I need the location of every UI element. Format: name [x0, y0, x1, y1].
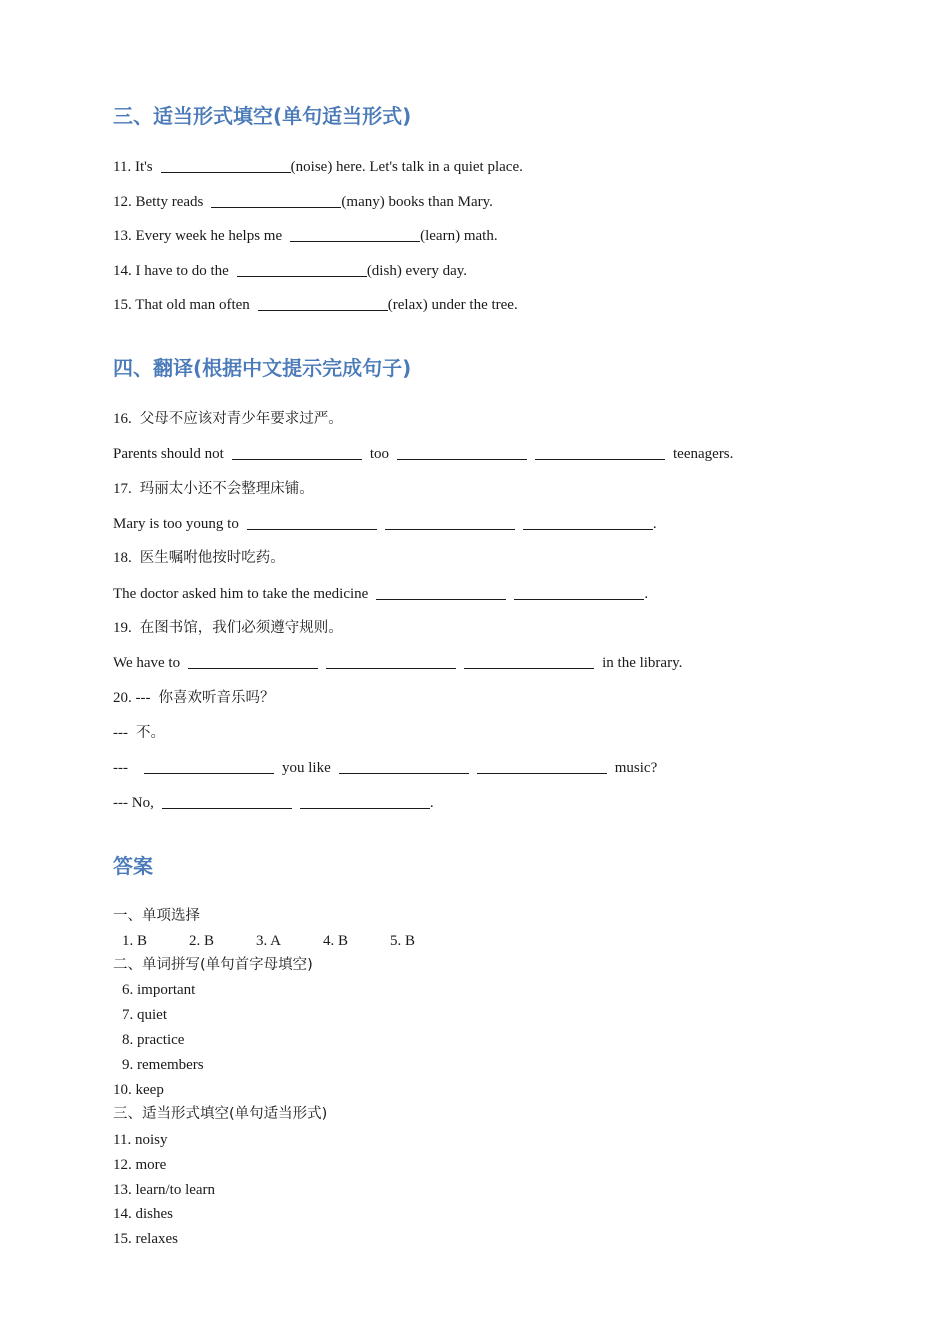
q20-en1-pre: --- [113, 760, 128, 776]
question-19-answer [113, 653, 682, 673]
answer-8: 8. practice [122, 1032, 185, 1048]
answer-13: 13. learn/to learn [113, 1182, 216, 1198]
q20-en2-post: . [429, 795, 434, 811]
question-16-prompt [113, 409, 343, 429]
answer-item: 2. B [189, 933, 215, 949]
answers-heading: 答案 [113, 854, 153, 878]
q12-post: (many) books than Mary. [341, 194, 493, 210]
q19-en-pre: We have to [113, 655, 181, 671]
q17-en-post: . [652, 516, 657, 532]
q11-pre: 11. It's [113, 159, 153, 175]
q19-number: 19. [113, 620, 132, 636]
question-20-answer-2 [113, 793, 434, 813]
question-19-prompt [113, 618, 343, 638]
q20-number: 20. --- [113, 690, 151, 706]
q17-number: 17. [113, 481, 132, 497]
question-18-prompt [113, 548, 285, 568]
answer-15: 15. relaxes [113, 1231, 178, 1247]
q15-post: (relax) under the tree. [387, 297, 518, 313]
answer-blank[interactable] [464, 654, 594, 669]
answers-part3-title [113, 1104, 327, 1124]
q18-number: 18. [113, 550, 132, 566]
answers-part2-title-text: 二、单词拼写(单句首字母填空) [113, 957, 313, 973]
answers-part1-items [122, 931, 457, 951]
answer-blank[interactable] [326, 654, 456, 669]
q16-chinese: 父母不应该对青少年要求过严。 [139, 411, 343, 427]
section3-heading: 三、适当形式填空(单句适当形式) [113, 104, 412, 128]
q18-en-pre: The doctor asked him to take the medicine [113, 586, 369, 602]
q20-cn2-pre: --- [113, 725, 128, 741]
q16-en-post: teenagers. [673, 446, 734, 462]
q12-pre: 12. Betty reads [113, 194, 204, 210]
section4-heading: 四、翻译(根据中文提示完成句子) [113, 356, 412, 380]
answer-blank[interactable] [211, 193, 341, 208]
q18-en-post: . [644, 586, 649, 602]
answer-blank[interactable] [247, 515, 377, 530]
q13-post: (learn) math. [420, 228, 498, 244]
answers-part2-title [113, 955, 313, 975]
question-14 [113, 261, 467, 281]
q19-chinese: 在图书馆，我们必须遵守规则。 [139, 620, 343, 636]
answer-12: 12. more [113, 1157, 167, 1173]
q18-chinese: 医生嘱咐他按时吃药。 [139, 550, 285, 566]
answer-blank[interactable] [477, 759, 607, 774]
answer-blank[interactable] [258, 296, 388, 311]
answer-blank[interactable] [162, 794, 292, 809]
q19-en-post: in the library. [602, 655, 683, 671]
question-18-answer [113, 584, 648, 604]
answer-blank[interactable] [339, 759, 469, 774]
q11-post: (noise) here. Let's talk in a quiet place. [290, 159, 523, 175]
answer-11: 11. noisy [113, 1132, 168, 1148]
q20-en1-post: music? [614, 760, 658, 776]
answer-7: 7. quiet [122, 1007, 167, 1023]
q20-chinese-2: 不。 [136, 725, 165, 741]
question-15 [113, 295, 518, 315]
answer-blank[interactable] [376, 585, 506, 600]
question-11 [113, 157, 523, 177]
answer-blank[interactable] [161, 158, 291, 173]
answer-9: 9. remembers [122, 1057, 204, 1073]
answer-blank[interactable] [397, 445, 527, 460]
q14-pre: 14. I have to do the [113, 263, 229, 279]
answer-blank[interactable] [144, 759, 274, 774]
answer-item: 5. B [390, 933, 416, 949]
answer-blank[interactable] [188, 654, 318, 669]
question-17-prompt [113, 479, 314, 499]
answer-item: 3. A [256, 933, 282, 949]
question-20-answer-1 [113, 758, 657, 778]
answer-10: 10. keep [113, 1082, 164, 1098]
question-20-prompt [113, 688, 275, 708]
q16-en-mid: too [369, 446, 390, 462]
answer-blank[interactable] [385, 515, 515, 530]
answer-blank[interactable] [290, 227, 420, 242]
answer-blank[interactable] [300, 794, 430, 809]
answer-blank[interactable] [514, 585, 644, 600]
answer-6: 6. important [122, 982, 196, 998]
question-17-answer [113, 514, 657, 534]
q15-pre: 15. That old man often [113, 297, 250, 313]
q20-en1-mid: you like [282, 760, 331, 776]
q16-number: 16. [113, 411, 132, 427]
answer-blank[interactable] [237, 262, 367, 277]
answer-blank[interactable] [535, 445, 665, 460]
answers-part1-title: 一、单项选择 [113, 908, 200, 924]
answer-blank[interactable] [232, 445, 362, 460]
q16-en-pre: Parents should not [113, 446, 224, 462]
answer-blank[interactable] [523, 515, 653, 530]
q20-chinese: 你喜欢听音乐吗？ [158, 690, 275, 706]
answer-item: 4. B [323, 933, 349, 949]
q17-chinese: 玛丽太小还不会整理床铺。 [139, 481, 314, 497]
question-12 [113, 192, 493, 212]
q20-en2-pre: --- No, [113, 795, 154, 811]
answer-item: 1. B [122, 933, 148, 949]
q17-en-pre: Mary is too young to [113, 516, 239, 532]
answer-14: 14. dishes [113, 1206, 173, 1222]
question-16-answer [113, 444, 733, 464]
answers-part3-title-text: 三、适当形式填空(单句适当形式) [113, 1106, 328, 1122]
question-13 [113, 226, 498, 246]
q13-pre: 13. Every week he helps me [113, 228, 283, 244]
q14-post: (dish) every day. [366, 263, 468, 279]
question-20-prompt-2 [113, 723, 165, 743]
